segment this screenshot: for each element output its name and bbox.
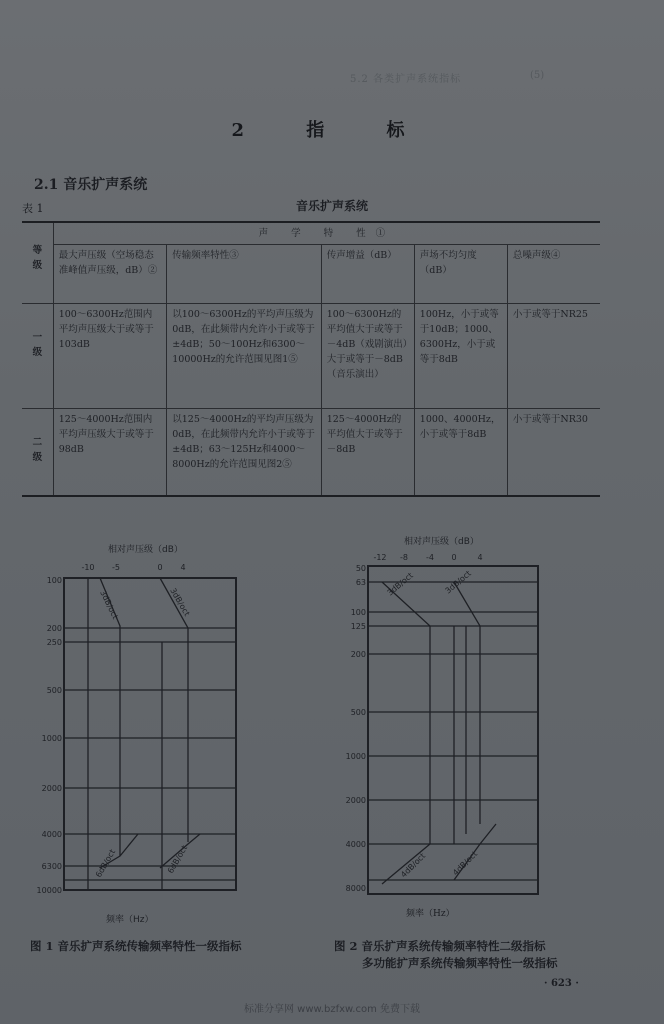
fig2-ylabel: 频率（Hz）	[406, 909, 455, 919]
faint-header-left: 5.2 各类扩声系统指标	[350, 74, 462, 85]
fig1-x-tick: -5	[112, 563, 120, 572]
table-cell: 小于或等于NR30	[507, 409, 600, 497]
fig1-lower-limit-line	[100, 578, 120, 856]
fig1-y-tick: 1000	[41, 734, 62, 743]
page-number: · 623 ·	[544, 978, 579, 989]
fig2-y-tick: 100	[350, 608, 366, 617]
fig1-xlabel: 相对声压级（dB）	[108, 545, 183, 555]
table-cell: 100～6300Hz范围内平均声压级大于或等于103dB	[53, 304, 167, 409]
figure-2-chart	[338, 534, 558, 904]
fig2-y-tick: 4000	[345, 840, 366, 849]
grade-cell: 二 级	[22, 409, 53, 497]
fig2-y-tick: 1000	[345, 752, 366, 761]
figure-1-caption: 图 1 音乐扩声系统传输频率特性一级指标	[30, 939, 242, 953]
group-header: 声 学 特 性①	[53, 222, 600, 245]
fig1-y-tick: 500	[46, 686, 62, 695]
fig2-x-tick: -12	[373, 553, 387, 562]
col-head-max-spl: 最大声压级（空场稳态准峰值声压级，dB）②	[53, 245, 167, 304]
fig1-ylabel: 频率（Hz）	[106, 915, 154, 925]
chapter-title: 2 指 标	[231, 120, 433, 141]
table-cell: 以100～6300Hz的平均声压级为0dB，在此频带内允许小于或等于±4dB；50～100Hz和6300～10000Hz的允许范围见图1⑤	[167, 304, 321, 409]
fig2-y-tick: 125	[350, 622, 366, 631]
table-cell: 100Hz，小于或等于10dB；1000、6300Hz，小于或等于8dB	[414, 304, 507, 409]
fig2-slope-label: 4dB/oct	[451, 849, 480, 878]
table-caption: 音乐扩声系统	[295, 199, 368, 213]
fig1-upper-limit-line	[160, 578, 188, 842]
fig1-y-tick: 4000	[41, 830, 62, 839]
fig2-x-tick: 4	[477, 553, 483, 562]
col-head-gain: 传声增益（dB）	[321, 245, 414, 304]
fig2-x-tick: 0	[451, 553, 457, 562]
faint-header-right: (5)	[530, 70, 545, 81]
fig1-x-tick: 0	[157, 563, 163, 572]
fig1-slope-label: 3dB/oct	[168, 586, 192, 618]
table-cell: 1000、4000Hz，小于或等于8dB	[414, 409, 507, 497]
figure-1-chart	[28, 538, 248, 928]
figure-2-caption-line2: 多功能扩声系统传输频率特性一级指标	[362, 956, 558, 970]
fig2-y-tick: 500	[350, 708, 366, 717]
fig1-slope-label: 6dB/oct	[165, 843, 190, 875]
fig2-lower-limit-line	[382, 582, 430, 844]
fig2-slope-label: 3dB/oct	[443, 568, 473, 596]
fig2-y-tick: 2000	[345, 796, 366, 805]
fig1-x-tick: 4	[180, 563, 186, 572]
table-cell: 100～6300Hz的平均值大于或等于－4dB（戏剧演出）大于或等于－8dB（音乐演出）	[321, 304, 414, 409]
fig2-y-tick: 63	[355, 578, 366, 587]
fig1-slope-label: 6dB/oct	[93, 847, 118, 879]
table-cell: 以125～4000Hz的平均声压级为0dB，在此频带内允许小于或等于±4dB；63～125Hz和4000～8000Hz的允许范围见图2⑤	[167, 409, 321, 497]
table-cell: 小于或等于NR25	[507, 304, 600, 409]
grade-header: 等 级	[22, 222, 53, 304]
footer-watermark: 标准分享网 www.bzfxw.com 免费下载	[244, 1004, 420, 1015]
col-head-freq-response: 传输频率特性③	[167, 245, 321, 304]
col-head-uniformity: 声场不均匀度（dB）	[414, 245, 507, 304]
fig2-slope-label: 3dB/oct	[385, 570, 415, 598]
fig2-xlabel: 相对声压级（dB）	[404, 537, 479, 547]
fig1-y-tick: 250	[46, 638, 62, 647]
col-head-noise: 总噪声级④	[507, 245, 600, 304]
fig2-slope-label: 4dB/oct	[399, 851, 428, 880]
table-cell: 125～4000Hz的平均值大于或等于－8dB	[321, 409, 414, 497]
fig2-y-tick: 200	[350, 650, 366, 659]
fig2-y-tick: 8000	[345, 884, 366, 893]
grade-cell: 一 级	[22, 304, 53, 409]
fig1-slope-label: 3dB/oct	[98, 588, 120, 621]
table-label: 表 1	[22, 202, 44, 215]
fig1-frame	[64, 578, 236, 890]
section-heading: 2.1 音乐扩声系统	[34, 177, 148, 193]
fig2-x-tick: -8	[400, 553, 408, 562]
fig2-frame	[368, 566, 538, 894]
fig1-y-tick: 100	[46, 576, 62, 585]
fig1-y-tick: 6300	[41, 862, 62, 871]
figure-2-caption-line1: 图 2 音乐扩声系统传输频率特性二级指标	[334, 939, 546, 953]
fig2-y-tick: 50	[355, 564, 366, 573]
fig1-y-tick: 200	[46, 624, 62, 633]
table-cell: 125～4000Hz范围内平均声压级大于或等于98dB	[53, 409, 167, 497]
fig1-y-tick: 10000	[36, 886, 62, 895]
fig2-upper-limit-line	[454, 582, 480, 824]
spec-table	[22, 221, 600, 497]
fig1-x-tick: -10	[81, 563, 95, 572]
fig2-x-tick: -4	[426, 553, 434, 562]
fig1-y-tick: 2000	[41, 784, 62, 793]
